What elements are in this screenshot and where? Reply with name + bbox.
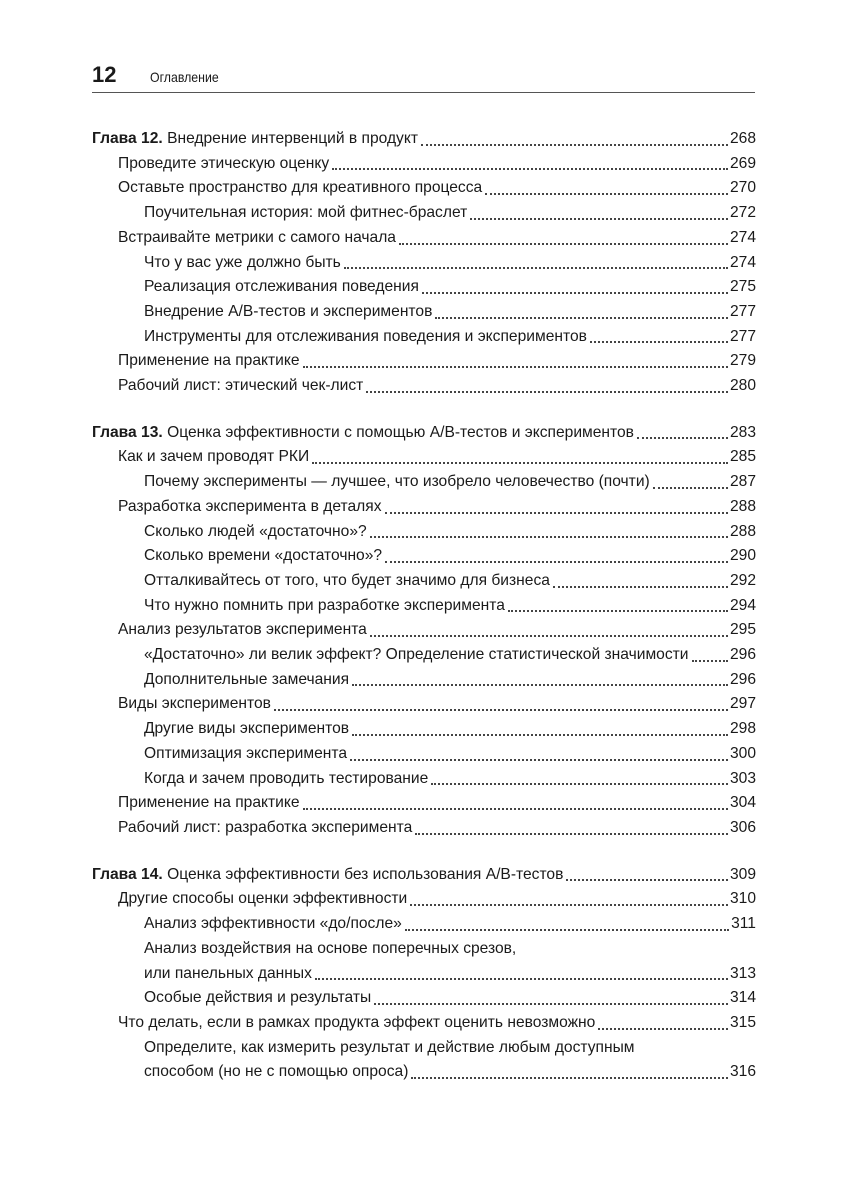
toc-page-number: 292 <box>729 571 756 589</box>
toc-entry-title: Сколько времени «достаточно»? <box>144 547 383 565</box>
dot-leader <box>332 168 728 170</box>
toc-page-number: 283 <box>729 423 756 441</box>
toc-entry-title: Поучительная история: мой фитнес-браслет <box>144 204 468 222</box>
toc-entry[interactable] <box>92 937 756 986</box>
toc-page-number: 295 <box>729 621 756 639</box>
toc-entry-title: Что делать, если в рамках продукта эффект оценить невозможно <box>118 1013 596 1031</box>
chapter-title-text: Внедрение интервенций в продукт <box>167 130 418 147</box>
toc-page-number: 300 <box>729 744 756 762</box>
toc-entry[interactable] <box>92 643 756 668</box>
toc-entry-title: Когда и зачем проводить тестирование <box>144 769 429 787</box>
dot-leader <box>385 561 728 563</box>
toc-entry[interactable] <box>92 520 756 545</box>
dot-leader <box>598 1028 728 1030</box>
toc-entry-title-cont: способом (но не с помощью опроса) <box>144 1063 409 1081</box>
dot-leader <box>422 292 728 294</box>
toc-entry-title: Другие виды экспериментов <box>144 720 350 738</box>
toc-entry[interactable] <box>92 912 756 937</box>
dot-leader <box>350 759 728 761</box>
toc-entry[interactable] <box>92 201 756 226</box>
toc-page-number: 288 <box>729 497 756 515</box>
toc-page-number: 272 <box>729 204 756 222</box>
toc-entry[interactable] <box>92 887 756 912</box>
toc-chapter <box>92 127 756 399</box>
toc-page-number: 269 <box>729 154 756 172</box>
dot-leader <box>692 660 728 662</box>
toc-entry[interactable] <box>92 275 756 300</box>
toc-entry[interactable] <box>92 569 756 594</box>
toc-page-number: 279 <box>729 352 756 370</box>
toc-page-number: 316 <box>729 1063 756 1081</box>
toc-entry[interactable] <box>92 300 756 325</box>
dot-leader <box>653 487 728 489</box>
dot-leader <box>435 317 728 319</box>
toc-page-number: 314 <box>729 989 756 1007</box>
toc-page-number: 303 <box>729 769 756 787</box>
running-head: Оглавление <box>150 69 219 85</box>
toc-entry-title: Проведите этическую оценку <box>118 154 330 172</box>
toc-entry-title: Рабочий лист: этический чек-лист <box>118 377 364 395</box>
toc-chapter-entry[interactable] <box>92 863 756 888</box>
dot-leader <box>637 437 728 439</box>
dot-leader <box>485 193 728 195</box>
toc-page-number: 304 <box>729 794 756 812</box>
toc-page-number: 310 <box>729 890 756 908</box>
dot-leader <box>431 783 728 785</box>
dot-leader <box>352 734 728 736</box>
dot-leader <box>385 512 728 514</box>
toc-page-number: 298 <box>729 720 756 738</box>
toc-entry-title: Сколько людей «достаточно»? <box>144 522 367 540</box>
toc-entry[interactable] <box>92 618 756 643</box>
toc-page-number: 296 <box>729 670 756 688</box>
toc-page-number: 315 <box>729 1013 756 1031</box>
toc-chapter-title <box>92 863 563 888</box>
dot-leader <box>566 879 728 881</box>
dot-leader <box>315 978 728 980</box>
toc-entry-title: Рабочий лист: разработка эксперимента <box>118 818 413 836</box>
toc-entry-title: Реализация отслеживания поведения <box>144 278 419 296</box>
toc-entry[interactable] <box>92 986 756 1011</box>
toc-entry[interactable] <box>92 717 756 742</box>
table-of-contents <box>92 127 756 1107</box>
dot-leader <box>274 709 728 711</box>
toc-page-number: 297 <box>729 695 756 713</box>
toc-entry-title: Отталкивайтесь от того, что будет значимо для бизнеса <box>144 571 550 589</box>
toc-entry[interactable] <box>92 152 756 177</box>
toc-page-number: 287 <box>729 473 756 491</box>
toc-page-number: 294 <box>729 596 756 614</box>
toc-entry[interactable] <box>92 495 756 520</box>
toc-entry[interactable] <box>92 176 756 201</box>
toc-page-number: 290 <box>729 547 756 565</box>
toc-page-number: 288 <box>729 522 756 540</box>
dot-leader <box>553 586 728 588</box>
toc-entry-title: Почему эксперименты — лучшее, что изобрело человечество (почти) <box>144 473 650 491</box>
toc-page-number: 280 <box>729 377 756 395</box>
toc-entry-title: Внедрение A/B-тестов и экспериментов <box>144 302 433 320</box>
dot-leader <box>405 929 729 931</box>
toc-entry[interactable] <box>92 470 756 495</box>
toc-chapter-title <box>92 127 418 152</box>
toc-page-number: 309 <box>729 865 756 883</box>
toc-entry[interactable] <box>92 325 756 350</box>
dot-leader <box>370 536 728 538</box>
toc-entry-title: Оптимизация эксперимента <box>144 744 347 762</box>
toc-page-number: 313 <box>729 964 756 982</box>
toc-entry[interactable] <box>92 594 756 619</box>
toc-entry[interactable] <box>92 791 756 816</box>
dot-leader <box>352 684 728 686</box>
toc-entry[interactable] <box>92 1036 756 1085</box>
toc-entry-title: Анализ результатов эксперимента <box>118 621 367 639</box>
chapter-label: Глава 12. <box>92 130 163 147</box>
toc-page-number: 270 <box>729 179 756 197</box>
toc-entry-title: Применение на практике <box>118 794 300 812</box>
dot-leader <box>410 904 728 906</box>
page-number: 12 <box>92 62 117 87</box>
toc-entry-title: Анализ эффективности «до/после» <box>144 915 402 933</box>
dot-leader <box>344 267 728 269</box>
dot-leader <box>590 341 728 343</box>
toc-page-number: 277 <box>729 327 756 345</box>
dot-leader <box>366 391 728 393</box>
toc-chapter-entry[interactable] <box>92 421 756 446</box>
toc-entry-title: Разработка эксперимента в деталях <box>118 497 382 515</box>
dot-leader <box>370 635 728 637</box>
toc-entry-title: Что нужно помнить при разработке эксперимента <box>144 596 505 614</box>
dot-leader <box>421 144 728 146</box>
toc-entry[interactable] <box>92 692 756 717</box>
toc-entry-title: Определите, как измерить результат и действие любым доступным <box>144 1038 635 1056</box>
dot-leader <box>399 243 728 245</box>
toc-entry-title: Применение на практике <box>118 352 300 370</box>
toc-entry[interactable] <box>92 374 756 399</box>
toc-chapter <box>92 863 756 1085</box>
chapter-label: Глава 13. <box>92 423 163 441</box>
dot-leader <box>312 462 728 464</box>
toc-entry-title: Особые действия и результаты <box>144 989 372 1007</box>
toc-page-number: 274 <box>729 228 756 246</box>
toc-entry-title: Как и зачем проводят РКИ <box>118 448 310 466</box>
toc-entry-title: Виды экспериментов <box>118 695 271 713</box>
toc-entry[interactable] <box>92 742 756 767</box>
toc-page-number: 277 <box>729 302 756 320</box>
dot-leader <box>303 366 728 368</box>
page-header <box>92 62 755 93</box>
toc-entry-title: Инструменты для отслеживания поведения и экспериментов <box>144 327 587 345</box>
dot-leader <box>508 610 728 612</box>
toc-page-number: 285 <box>729 448 756 466</box>
toc-entry[interactable] <box>92 816 756 841</box>
toc-entry-title: Оставьте пространство для креативного процесса <box>118 179 483 197</box>
toc-page-number: 306 <box>729 818 756 836</box>
toc-chapter-entry[interactable] <box>92 127 756 152</box>
toc-page-number: 274 <box>729 253 756 271</box>
toc-entry[interactable] <box>92 251 756 276</box>
toc-entry[interactable] <box>92 668 756 693</box>
toc-entry[interactable] <box>92 767 756 792</box>
toc-entry[interactable] <box>92 544 756 569</box>
chapter-title-text: Оценка эффективности без использования A/B-тестов <box>167 865 564 883</box>
toc-page-number: 311 <box>731 915 756 933</box>
toc-entry-title: Дополнительные замечания <box>144 670 350 688</box>
dot-leader <box>415 833 728 835</box>
toc-entry-title: Что у вас уже должно быть <box>144 253 341 271</box>
dot-leader <box>470 218 728 220</box>
toc-entry-title: Другие способы оценки эффективности <box>118 890 408 908</box>
toc-entry[interactable] <box>92 349 756 374</box>
toc-entry[interactable] <box>92 1011 756 1036</box>
toc-entry[interactable] <box>92 226 756 251</box>
dot-leader <box>374 1003 728 1005</box>
toc-page-number: 268 <box>729 130 756 147</box>
dot-leader <box>411 1077 728 1079</box>
toc-chapter <box>92 421 756 841</box>
toc-page-number: 275 <box>729 278 756 296</box>
toc-entry-title: Встраивайте метрики с самого начала <box>118 228 396 246</box>
chapter-label: Глава 14. <box>92 865 163 883</box>
chapter-title-text: Оценка эффективности с помощью A/B-тестов и экспериментов <box>167 423 634 441</box>
toc-chapter-title <box>92 421 634 446</box>
toc-entry-title: «Достаточно» ли велик эффект? Определение статистической значимости <box>144 646 689 664</box>
toc-entry-title: Анализ воздействия на основе поперечных срезов, <box>144 939 517 957</box>
toc-entry[interactable] <box>92 445 756 470</box>
dot-leader <box>303 808 728 810</box>
toc-entry-title-cont: или панельных данных <box>144 964 312 982</box>
toc-page-number: 296 <box>729 646 756 664</box>
